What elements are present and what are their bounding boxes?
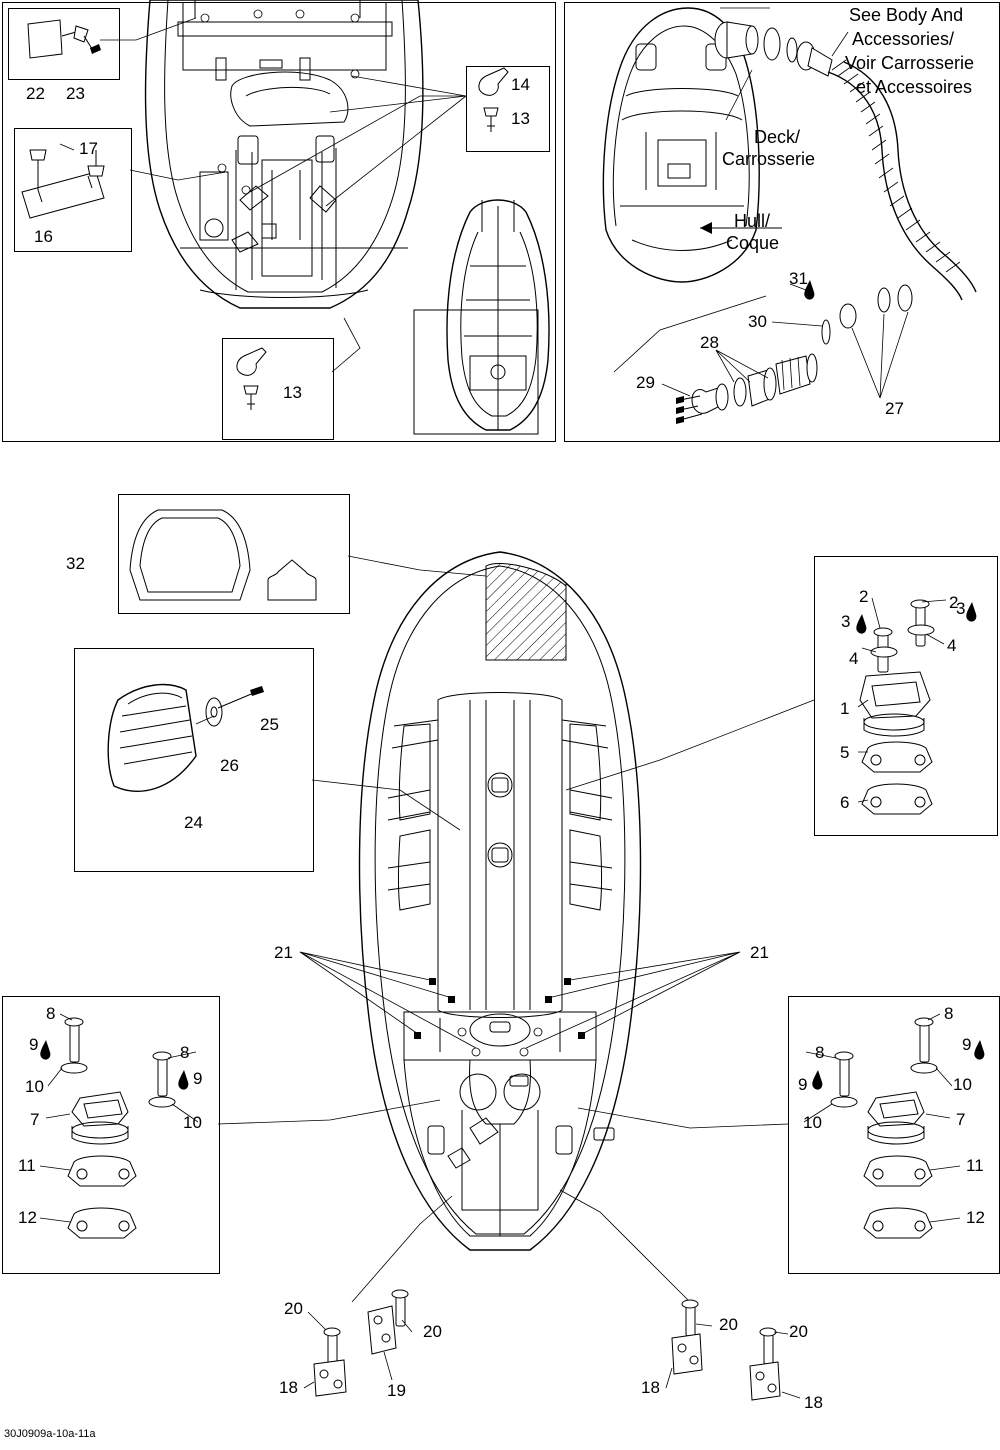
callout-23: 23 — [66, 84, 85, 103]
callout-11-left: 11 — [18, 1156, 36, 1175]
document-footer-code: 30J0909a-10a-11a — [4, 1428, 96, 1440]
callout-20-d: 20 — [789, 1322, 808, 1341]
callout-11-right: 11 — [966, 1156, 984, 1175]
callout-20-b: 20 — [423, 1322, 442, 1341]
hull-label-line-1: Hull/ — [734, 211, 771, 231]
callout-5: 5 — [840, 743, 850, 762]
deck-label-line-2: Carrosserie — [722, 149, 816, 169]
left-mount-art — [40, 1014, 198, 1238]
callout-1: 1 — [840, 699, 850, 718]
callout-16: 16 — [34, 227, 53, 246]
callout-26: 26 — [220, 756, 239, 775]
callout-18-b: 18 — [641, 1378, 660, 1397]
callout-25: 25 — [260, 715, 279, 734]
callout-10-right-b: 10 — [803, 1113, 822, 1132]
hull-small-view — [447, 200, 549, 430]
bracket-20a — [304, 1312, 346, 1396]
deck-top-view — [100, 0, 466, 372]
hull-bottom-view — [360, 552, 641, 1250]
callout-31: 31 — [789, 269, 808, 288]
callout-4-right: 4 — [947, 636, 957, 655]
bracket-18b — [666, 1300, 712, 1388]
part-32-art — [130, 510, 316, 600]
engine-mount-center-art — [856, 598, 976, 814]
callout-20-a: 20 — [284, 1299, 303, 1318]
note-see-body-line-3: Voir Carrosserie — [845, 53, 975, 73]
callout-24: 24 — [184, 813, 203, 832]
callout-17: 17 — [79, 139, 98, 158]
callout-3-right: 3 — [956, 599, 966, 618]
callout-9-right-b: 9 — [798, 1075, 808, 1094]
callout-8-right-a: 8 — [944, 1004, 954, 1023]
callout-8-right-b: 8 — [815, 1043, 825, 1062]
part-24-25-26-art — [108, 685, 264, 792]
callout-3-left: 3 — [841, 612, 851, 631]
callout-29: 29 — [636, 373, 655, 392]
callout-9-left-a: 9 — [29, 1035, 39, 1054]
note-see-body-line-2: Accessories/ — [852, 29, 955, 49]
callout-6: 6 — [840, 793, 850, 812]
callout-22: 22 — [26, 84, 45, 103]
callout-32: 32 — [66, 554, 85, 573]
callout-18-c: 18 — [804, 1393, 823, 1412]
callout-27: 27 — [885, 399, 904, 418]
callout-30: 30 — [748, 312, 767, 331]
hull-label-line-2: Coque — [726, 233, 780, 253]
callout-10-right-a: 10 — [953, 1075, 972, 1094]
callout-13: 13 — [511, 109, 530, 128]
part-13-14-art — [479, 68, 508, 132]
bracket-19 — [368, 1290, 412, 1380]
callout-4-left: 4 — [849, 649, 859, 668]
callout-18-a: 18 — [279, 1378, 298, 1397]
callout-28: 28 — [700, 333, 719, 352]
callout-12-right: 12 — [966, 1208, 985, 1227]
callout-8-left-a: 8 — [46, 1004, 56, 1023]
callout-8-left-b: 8 — [180, 1043, 190, 1062]
callout-7-right: 7 — [956, 1110, 966, 1129]
callout-10-left-b: 10 — [183, 1113, 202, 1132]
callout-2-left: 2 — [859, 587, 869, 606]
part-13-15-art — [237, 348, 266, 410]
callout-12-left: 12 — [18, 1208, 37, 1227]
part-22-23-art — [28, 20, 101, 58]
callout-14: 14 — [511, 75, 530, 94]
callout-10-left-a: 10 — [25, 1077, 44, 1096]
callout-21-leaders — [300, 952, 740, 1048]
callout-9-left-b: 9 — [193, 1069, 203, 1088]
callout-21-right: 21 — [750, 943, 769, 962]
callout-2-right: 2 — [949, 593, 959, 612]
callout-9-right-a: 9 — [962, 1035, 972, 1054]
deck-label-line-1: Deck/ — [754, 127, 801, 147]
callout-7-left: 7 — [30, 1110, 40, 1129]
callout-21-left: 21 — [274, 943, 293, 962]
inset-leaders — [218, 556, 814, 1302]
callout-13-lower: 13 — [283, 383, 302, 402]
note-see-body-line-1: See Body And — [849, 5, 964, 25]
callout-19: 19 — [387, 1381, 406, 1400]
callout-20-c: 20 — [719, 1315, 738, 1334]
note-see-body-line-4: et Accessoires — [856, 77, 973, 97]
